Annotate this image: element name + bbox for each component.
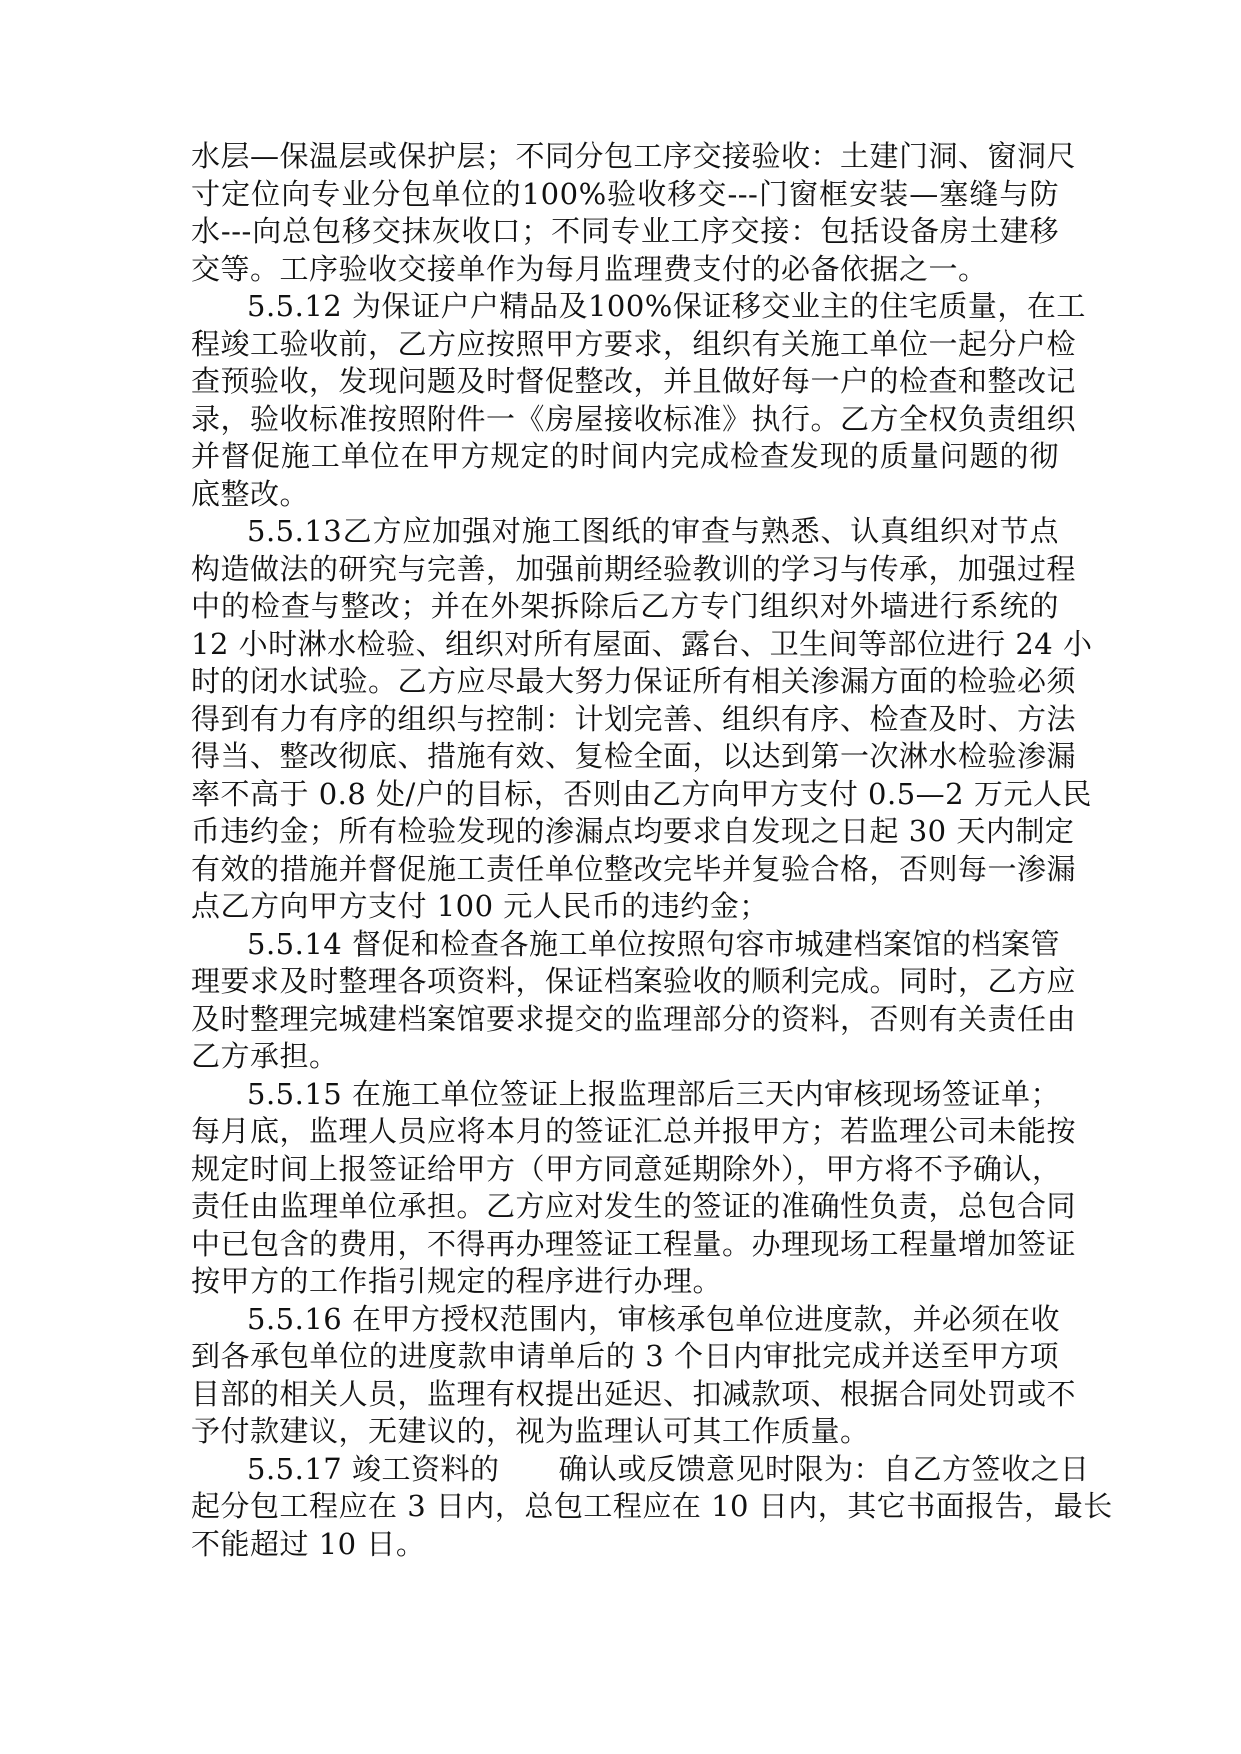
- text-line: 5.5.16 在甲方授权范围内，审核承包单位进度款，并必须在收: [247, 1301, 1060, 1336]
- text-line: 乙方承担。: [191, 1039, 339, 1073]
- text-line: 目部的相关人员，监理有权提出延迟、扣减款项、根据合同处罚或不: [191, 1376, 1077, 1411]
- text-line: 不能超过 10 日。: [191, 1526, 426, 1561]
- text-line: 5.5.17 竣工资料的 确认或反馈意见时限为：自乙方签收之日: [247, 1451, 1090, 1486]
- text-line: 及时整理完城建档案馆要求提交的监理部分的资料，否则有关责任由: [191, 1001, 1077, 1036]
- text-line: 点乙方向甲方支付 100 元人民币的违约金；: [191, 889, 769, 923]
- text-line: 水层—保温层或保护层；不同分包工序交接验收：土建门洞、窗洞尺: [191, 139, 1077, 173]
- text-line: 时的闭水试验。乙方应尽最大努力保证所有相关渗漏方面的检验必须: [191, 664, 1077, 698]
- text-line: 12 小时淋水检验、组织对所有屋面、露台、卫生间等部位进行 24 小: [191, 626, 1093, 661]
- text-line: 寸定位向专业分包单位的100%验收移交---门窗框安装—塞缝与防: [191, 176, 1059, 211]
- text-line: 并督促施工单位在甲方规定的时间内完成检查发现的质量问题的彻: [191, 439, 1059, 473]
- text-line: 交等。工序验收交接单作为每月监理费支付的必备依据之一。: [191, 251, 988, 286]
- text-line: 录，验收标准按照附件一《房屋接收标准》执行。乙方全权负责组织: [191, 401, 1077, 436]
- text-line: 5.5.13乙方应加强对施工图纸的审查与熟悉、认真组织对节点: [247, 514, 1059, 548]
- text-line: 底整改。: [191, 476, 310, 511]
- text-line: 5.5.15 在施工单位签证上报监理部后三天内审核现场签证单；: [247, 1076, 1060, 1111]
- text-line: 中已包含的费用，不得再办理签证工程量。办理现场工程量增加签证: [191, 1226, 1077, 1261]
- text-line: 构造做法的研究与完善，加强前期经验教训的学习与传承，加强过程: [191, 551, 1077, 586]
- text-line: 到各承包单位的进度款申请单后的 3 个日内审批完成并送至甲方项: [191, 1339, 1059, 1373]
- text-line: 得当、整改彻底、措施有效、复检全面，以达到第一次淋水检验渗漏: [191, 739, 1077, 773]
- text-line: 有效的措施并督促施工责任单位整改完毕并复验合格，否则每一渗漏: [191, 851, 1077, 886]
- text-line: 每月底，监理人员应将本月的签证汇总并报甲方；若监理公司未能按: [191, 1114, 1077, 1148]
- text-line: 5.5.14 督促和检查各施工单位按照句容市城建档案馆的档案管: [247, 926, 1060, 961]
- text-line: 按甲方的工作指引规定的程序进行办理。: [191, 1264, 723, 1298]
- text-line: 中的检查与整改；并在外架拆除后乙方专门组织对外墙进行系统的: [191, 589, 1059, 623]
- text-line: 查预验收，发现问题及时督促整改，并且做好每一户的检查和整改记: [191, 364, 1077, 398]
- text-line: 水---向总包移交抹灰收口；不同专业工序交接：包括设备房土建移: [191, 214, 1059, 248]
- text-line: 程竣工验收前，乙方应按照甲方要求，组织有关施工单位一起分户检: [191, 326, 1077, 361]
- text-line: 予付款建议，无建议的，视为监理认可其工作质量。: [191, 1414, 870, 1448]
- text-line: 得到有力有序的组织与控制：计划完善、组织有序、检查及时、方法: [191, 701, 1077, 736]
- text-line: 5.5.12 为保证户户精品及100%保证移交业主的住宅质量，在工: [247, 289, 1086, 323]
- text-line: 理要求及时整理各项资料，保证档案验收的顺利完成。同时，乙方应: [191, 964, 1077, 998]
- text-line: 起分包工程应在 3 日内，总包工程应在 10 日内，其它书面报告，最长: [191, 1489, 1113, 1523]
- text-line: 币违约金；所有检验发现的渗漏点均要求自发现之日起 30 天内制定: [191, 814, 1075, 848]
- text-line: 率不高于 0.8 处/户的目标，否则由乙方向甲方支付 0.5—2 万元人民: [191, 776, 1092, 811]
- text-line: 规定时间上报签证给甲方（甲方同意延期除外），甲方将不予确认，: [191, 1151, 1062, 1186]
- text-line: 责任由监理单位承担。乙方应对发生的签证的准确性负责，总包合同: [191, 1189, 1077, 1223]
- document-body: [191, 138, 1113, 1563]
